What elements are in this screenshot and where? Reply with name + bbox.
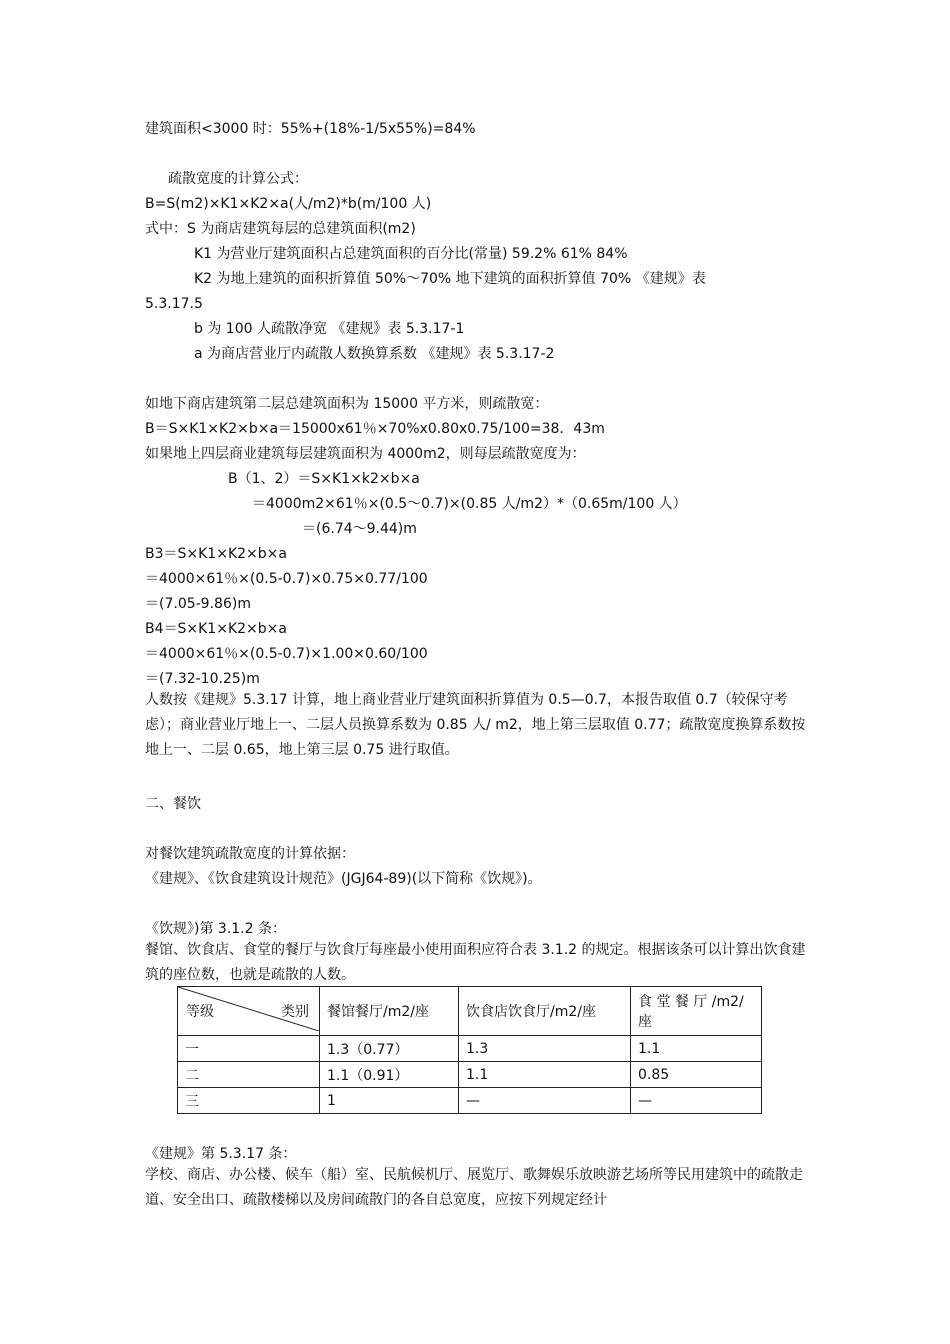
table-cell: 一: [178, 1036, 320, 1062]
table-cell: 1.1: [631, 1036, 762, 1062]
line-k2-table: 5.3.17.5: [145, 296, 203, 312]
table-cell: 0.85: [631, 1062, 762, 1088]
line-catering-codes: 《建规》、《饮食建筑设计规范》(JGJ64-89)(以下简称《饮规》)。: [145, 871, 542, 887]
line-where-s: 式中：S 为商店建筑每层的总建筑面积(m2): [145, 221, 416, 237]
paragraph-population-note: 人数按《建规》5.3.17 计算，地上商业营业厅建筑面积折算值为 0.5—0.7，本报告取值 0.7（较保守考虑）；商业营业厅地上一、二层人员换算系数为 0.85 人/ m2，地上第三层取值 0.77；疏散宽度换算系数按地上一、二层 0.65，地上第三层 0.75 进行取值。: [145, 692, 806, 758]
paragraph-clause-5317: 学校、商店、办公楼、候车（船）室、民航候机厅、展览厅、歌舞娱乐放映游艺场所等民用建筑中的疏散走道、安全出口、疏散楼梯以及房间疏散门的各自总宽度，应按下列规定经计: [145, 1167, 803, 1208]
line-b4-calc: ＝4000×61％×(0.5-0.7)×1.00×0.60/100: [145, 646, 428, 662]
table-cell: 三: [178, 1088, 320, 1114]
line-formula: B=S(m2)×K1×K2×a(人/m2)*b(m/100 人): [145, 196, 432, 212]
line-area-ratio: 建筑面积<3000 时：55%+(18%-1/5x55%)=84%: [145, 121, 476, 137]
section-heading-catering: 二、餐饮: [145, 796, 201, 812]
line-a: a 为商店营业厅内疏散人数换算系数 《建规》表 5.3.17-2: [194, 346, 555, 362]
corner-label-grade: 等级: [186, 1004, 214, 1020]
table-cell: 1.1（0.91）: [320, 1062, 459, 1088]
paragraph-seat-area: 餐馆、饮食店、食堂的餐厅与饮食厅每座最小使用面积应符合表 3.1.2 的规定。根据该条可以计算出饮食建筑的座位数，也就是疏散的人数。: [145, 942, 806, 983]
table-cell: 1.3: [459, 1036, 631, 1062]
table-row: [178, 1036, 762, 1062]
line-example-underground: 如地下商店建筑第二层总建筑面积为 15000 平方米，则疏散宽：: [145, 396, 549, 412]
table-corner-cell: [178, 987, 320, 1036]
table-cell: 1.3（0.77）: [320, 1036, 459, 1062]
line-b3-calc: ＝4000×61％×(0.5-0.7)×0.75×0.77/100: [145, 571, 428, 587]
line-b4: B4＝S×K1×K2×b×a: [145, 621, 287, 637]
line-b12-result: ＝(6.74～9.44)m: [302, 521, 417, 537]
line-b3: B3＝S×K1×K2×b×a: [145, 546, 287, 562]
table-header-restaurant: 餐馆餐厅/m2/座: [320, 987, 459, 1036]
line-b12: B（1、2）＝S×K1×k2×b×a: [228, 471, 420, 487]
line-clause-5317: 《建规》第 5.3.17 条：: [145, 1146, 297, 1162]
line-clause-312: 《饮规》)第 3.1.2 条：: [145, 921, 286, 937]
line-b: b 为 100 人疏散净宽 《建规》表 5.3.17-1: [194, 321, 465, 337]
line-formula-title: 疏散宽度的计算公式：: [168, 171, 308, 187]
line-example-above: 如果地上四层商业建筑每层建筑面积为 4000m2，则每层疏散宽度为：: [145, 446, 586, 462]
line-calc-underground: B＝S×K1×K2×b×a＝15000x61％×70%x0.80x0.75/100=38．43m: [145, 421, 605, 437]
table-row: [178, 1062, 762, 1088]
line-b3-result: ＝(7.05-9.86)m: [145, 596, 251, 612]
table-row: [178, 1088, 762, 1114]
line-k1: K1 为营业厅建筑面积占总建筑面积的百分比(常量) 59.2% 61% 84%: [194, 246, 628, 262]
line-catering-basis: 对餐饮建筑疏散宽度的计算依据：: [145, 846, 355, 862]
table-header-row: [178, 987, 762, 1036]
line-b4-result: ＝(7.32-10.25)m: [145, 671, 260, 687]
table-cell: —: [631, 1088, 762, 1114]
table-header-canteen: 食 堂 餐 厅 /m2/ 座: [631, 987, 762, 1036]
line-k2: K2 为地上建筑的面积折算值 50%～70% 地下建筑的面积折算值 70% 《建规》表: [194, 271, 706, 287]
seat-area-table: [177, 986, 762, 1114]
corner-label-category: 类别: [281, 1004, 309, 1020]
table-cell: 1: [320, 1088, 459, 1114]
table-header-eatery: 饮食店饮食厅/m2/座: [459, 987, 631, 1036]
table-cell: —: [459, 1088, 631, 1114]
table-cell: 二: [178, 1062, 320, 1088]
table-cell: 1.1: [459, 1062, 631, 1088]
line-b12-calc: ＝4000m2×61％×(0.5～0.7)×(0.85 人/m2）*（0.65m/100 人）: [252, 496, 687, 512]
